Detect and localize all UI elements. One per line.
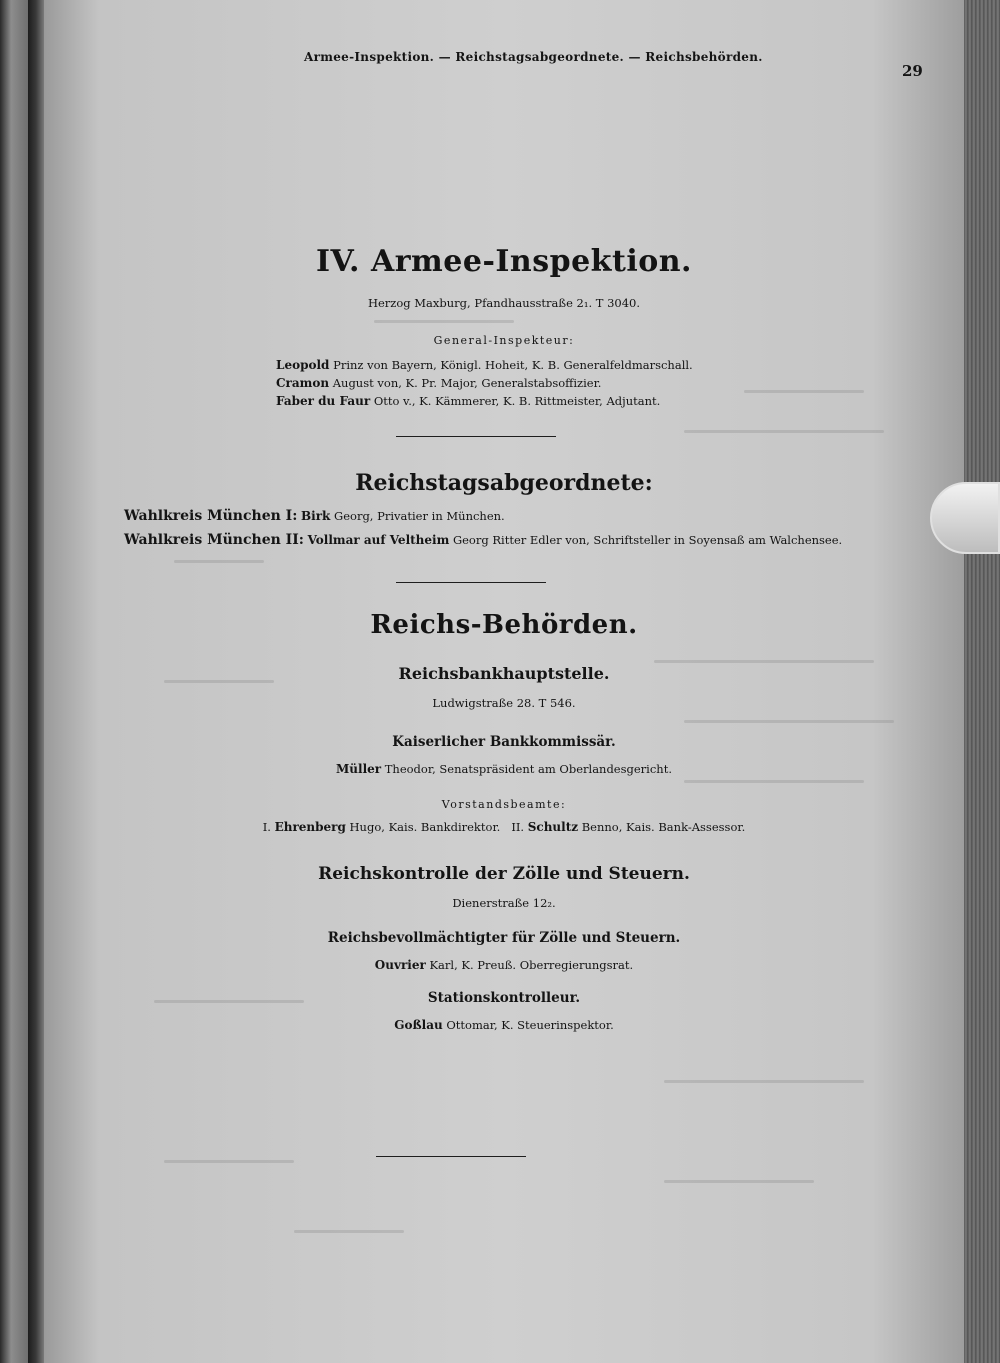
- entry-text: Karl, K. Preuß. Oberregierungsrat.: [429, 958, 634, 972]
- bevollmaechtigter-title: Reichsbevollmächtigter für Zölle und Steuern.: [327, 930, 681, 946]
- reichskontrolle-title: Reichskontrolle der Zölle und Steuern.: [318, 864, 690, 884]
- reichsbank-title: Reichsbankhauptstelle.: [398, 664, 610, 683]
- stationskontrolleur-title: Stationskontrolleur.: [427, 990, 581, 1006]
- page-number: 29: [902, 62, 923, 80]
- entry-cramon: [276, 376, 601, 390]
- stationskontrolleur-entry: [44, 1018, 964, 1032]
- bleed-through: [294, 1230, 404, 1233]
- entry-text: Prinz von Bayern, Königl. Hoheit, K. B. Generalfeldmarschall.: [333, 358, 693, 372]
- member-text: Georg, Privatier in München.: [334, 509, 505, 523]
- vorstand-label: Vorstandsbeamte:: [441, 798, 567, 811]
- reichstag-title: Reichstagsabgeordnete:: [355, 470, 653, 496]
- wahlkreis-label: Wahlkreis München II:: [124, 532, 304, 548]
- entry-name: Leopold: [276, 358, 330, 372]
- entry-name: Goßlau: [394, 1018, 443, 1032]
- bleed-through: [664, 1080, 864, 1083]
- wahlkreis-row-1: [124, 508, 505, 524]
- entry-text: Ottomar, K. Steuerinspektor.: [446, 1018, 614, 1032]
- divider: [396, 582, 546, 583]
- bleed-through: [684, 430, 884, 433]
- entry-text: Theodor, Senatspräsident am Oberlandesgericht.: [384, 762, 672, 776]
- vorstand-1-text: Hugo, Kais. Bankdirektor.: [349, 820, 501, 834]
- entry-name: Cramon: [276, 376, 330, 390]
- bleed-through: [744, 390, 864, 393]
- vorstand-2-text: Benno, Kais. Bank-Assessor.: [581, 820, 746, 834]
- entry-leopold: [276, 358, 693, 372]
- wahlkreis-label: Wahlkreis München I:: [124, 508, 298, 524]
- armee-inspektion-title: IV. Armee-Inspektion.: [315, 244, 692, 279]
- vorstand-2-prefix: II.: [511, 820, 525, 834]
- vorstand-1-prefix: I.: [262, 820, 271, 834]
- entry-text: Otto v., K. Kämmerer, K. B. Rittmeister, Adjutant.: [373, 394, 661, 408]
- entry-faber: [276, 394, 660, 408]
- left-page-edge: [0, 0, 28, 1363]
- bleed-through: [164, 1160, 294, 1163]
- bleed-through: [374, 320, 514, 323]
- entry-name: Müller: [336, 762, 382, 776]
- member-text: Georg Ritter Edler von, Schriftsteller in Soyensaß am Walchensee.: [452, 533, 843, 547]
- reichsbank-address: Ludwigstraße 28. T 546.: [432, 696, 576, 710]
- vorstand-2-name: Schultz: [527, 820, 579, 834]
- page-edges: [964, 0, 1000, 1363]
- entry-text: August von, K. Pr. Major, Generalstabsoffizier.: [332, 376, 602, 390]
- bankkommissar-entry: [44, 762, 964, 776]
- index-tab: [930, 482, 1000, 554]
- entry-name: Ouvrier: [374, 958, 426, 972]
- entry-name: Faber du Faur: [276, 394, 371, 408]
- reichskontrolle-address: Dienerstraße 12₂.: [452, 896, 556, 910]
- bleed-through: [684, 780, 864, 783]
- book-gutter: [28, 0, 44, 1363]
- page: [44, 0, 964, 1363]
- bleed-through: [664, 1180, 814, 1183]
- bleed-through: [654, 660, 874, 663]
- running-head: Armee-Inspektion. — Reichstagsabgeordnete. — Reichsbehörden.: [304, 50, 763, 64]
- member-name: Vollmar auf Veltheim: [307, 533, 450, 547]
- wahlkreis-row-2: [124, 532, 842, 548]
- reichsbehoerden-title: Reichs-Behörden.: [370, 610, 638, 640]
- vorstand-entries: [44, 820, 964, 834]
- general-inspekteur-label: General-Inspekteur:: [433, 334, 575, 347]
- divider: [396, 436, 556, 437]
- bleed-through: [174, 560, 264, 563]
- bleed-through: [684, 720, 894, 723]
- member-name: Birk: [301, 509, 331, 523]
- bevollmaechtigter-entry: [44, 958, 964, 972]
- armee-address: Herzog Maxburg, Pfandhausstraße 2₁. T 3040.: [367, 296, 641, 310]
- divider: [376, 1156, 526, 1157]
- vorstand-1-name: Ehrenberg: [274, 820, 346, 834]
- bankkommissar-title: Kaiserlicher Bankkommissär.: [392, 734, 616, 750]
